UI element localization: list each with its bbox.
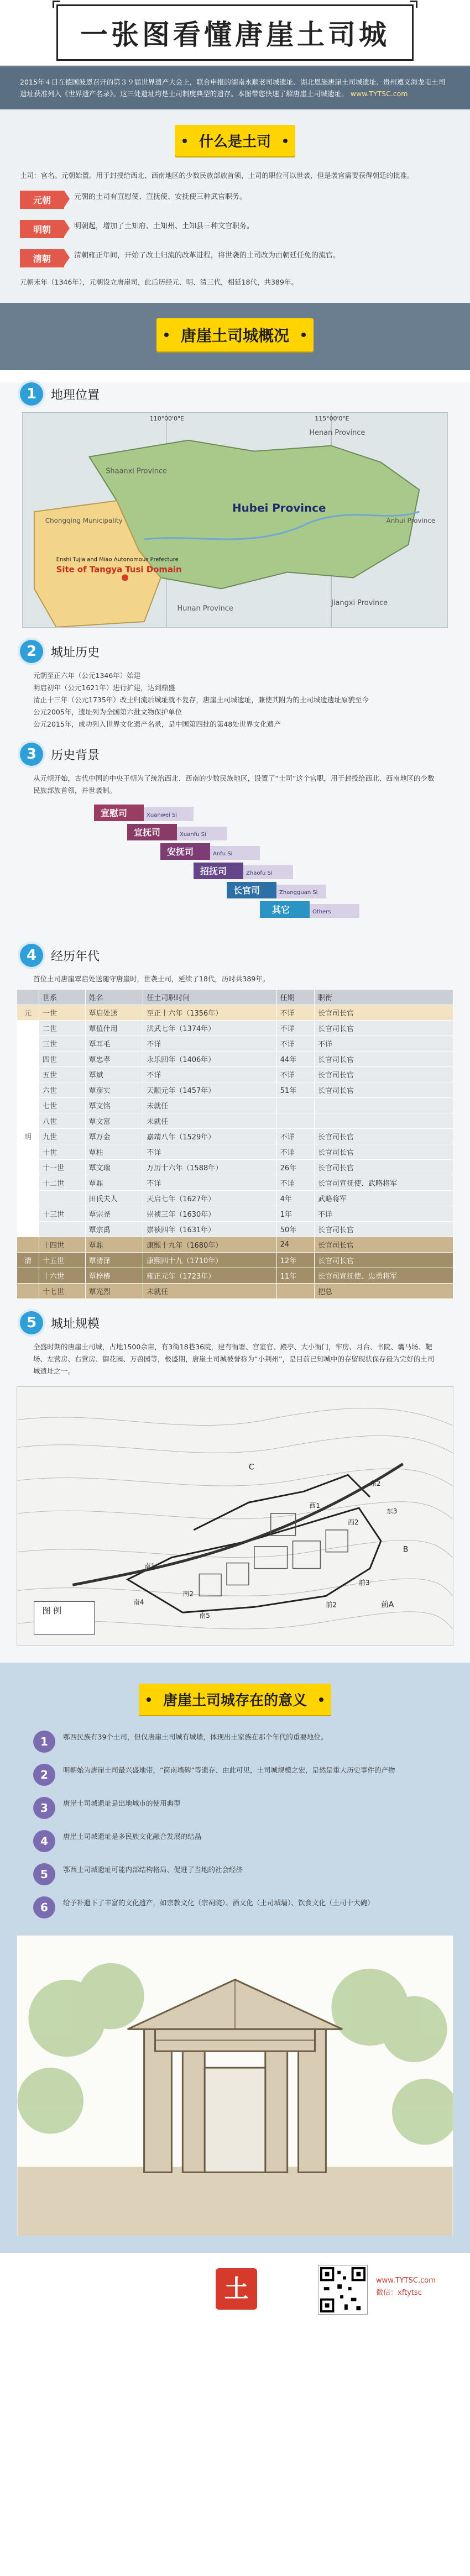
era-generation: 二世: [39, 1021, 86, 1036]
section-label: 经历年代: [51, 949, 100, 964]
section-number: 4: [20, 944, 43, 967]
era-row: [17, 1284, 453, 1299]
era-time: 未就任: [143, 1284, 276, 1299]
step-label: 安抚司: [167, 847, 194, 857]
era-title: 长官司长官: [315, 1129, 453, 1144]
history-line: 元朝至正六年（公元1346年）始建: [33, 671, 141, 680]
era-title: [315, 1113, 453, 1129]
era-name: 覃光烈: [85, 1284, 143, 1299]
period-tag: 元朝: [20, 191, 64, 209]
era-row: [17, 1082, 453, 1098]
step-en: Anfu Si: [213, 851, 233, 857]
era-term: 1年: [276, 1206, 314, 1222]
significance-item: [0, 1858, 470, 1891]
era-row: [17, 1175, 453, 1191]
history-line: 公元2015年，成功列入世界文化遗产名录，是中国第四批的第48处世界文化遗产: [33, 720, 281, 728]
plan-legend: 图 例: [42, 1606, 62, 1616]
era-generation: [39, 1222, 86, 1237]
era-dynasty: [17, 1191, 39, 1206]
overview-title: [156, 318, 314, 351]
era-generation: 十世: [39, 1144, 86, 1160]
era-term: 不详: [276, 1175, 314, 1191]
era-term: 12年: [276, 1253, 314, 1268]
era-row: [17, 1052, 453, 1067]
plan-label: 东3: [386, 1507, 398, 1516]
era-term: 51年: [276, 1082, 314, 1098]
era-dynasty: [17, 1206, 39, 1222]
step-en: Others: [312, 909, 331, 915]
era-term: 44年: [276, 1052, 314, 1067]
era-generation: 十五世: [39, 1253, 86, 1268]
map-label: Chongqing Municipality: [45, 516, 123, 524]
era-name: 覃文铭: [85, 1098, 143, 1113]
era-row: [17, 1160, 453, 1175]
section-number: 3: [20, 743, 43, 766]
header: [0, 0, 470, 66]
map-svg: [23, 413, 447, 627]
era-row: [17, 1191, 453, 1206]
era-term: 不详: [276, 1021, 314, 1036]
era-time: 雍正元年（1723年）: [143, 1268, 276, 1284]
era-term: 不详: [276, 1005, 314, 1021]
plan-label: 西1: [309, 1502, 320, 1510]
era-dynasty: [17, 1052, 39, 1067]
era-time: 崇祯四年（1631年）: [143, 1222, 276, 1237]
period-qing: [0, 244, 470, 273]
era-time: 不详: [143, 1067, 276, 1082]
item-number: 1: [33, 1731, 55, 1753]
section-geo-head: [0, 382, 470, 406]
qr-code[interactable]: [318, 2265, 368, 2315]
era-title: 不详: [315, 1036, 453, 1052]
step-label: 其它: [272, 905, 290, 915]
period-ming: [0, 214, 470, 244]
section-label: 历史背景: [51, 748, 100, 763]
plan-svg: [17, 1387, 453, 1646]
era-dynasty: [17, 1160, 39, 1175]
what-title-text: 什么是土司: [199, 134, 271, 150]
era-name: 覃清泽: [85, 1253, 143, 1268]
era-time: 未就任: [143, 1098, 276, 1113]
era-row: [17, 1144, 453, 1160]
item-text: 明朝始为唐崖土司最兴盛地带，“简南墙碑”等遗存、由此可见，土司城规模之宏，是然是重大历史事件的产物: [63, 1766, 395, 1774]
era-title: 长官司长官: [315, 1067, 453, 1082]
background-text: 从元朝开始，古代中国的中央王朝为了统治西北、西南的少数民族地区，设置了“土司”这个官职，用于封授给西北、西南地区的少数民族部族首领，并世袭制。: [33, 774, 435, 795]
page-title: 一张图看懂唐崖土司城: [56, 4, 414, 61]
plan-label: 南2: [182, 1590, 194, 1598]
era-time: 天启七年（1627年）: [143, 1191, 276, 1206]
tusi-definition: 土司：官名。元朝始置。用于封授给西北、西南地区的少数民族部族首领，土司的职位可以世袭，但是袭官需要获得朝廷的批准。: [20, 171, 414, 180]
era-title: 长官司宣抚使、武略将军: [315, 1175, 453, 1191]
era-dynasty: [17, 1036, 39, 1052]
era-title: 长官司长官: [315, 1237, 453, 1253]
era-time: 永乐四年（1406年）: [143, 1052, 276, 1067]
map-prefecture: Enshi Tujia and Miao Autonomous Prefecture: [56, 556, 179, 563]
era-generation: 一世: [39, 1005, 86, 1021]
era-term: 不详: [276, 1129, 314, 1144]
era-time: 不详: [143, 1175, 276, 1191]
era-time: 崇祯三年（1630年）: [143, 1206, 276, 1222]
site-plan: [17, 1386, 453, 1646]
era-title: 长官司长官: [315, 1005, 453, 1021]
period-text: 元朝的土司有宣慰使、宣抚使、安抚使三种武官职务。: [74, 193, 247, 201]
step-label: 招抚司: [200, 866, 227, 876]
plan-label: C: [248, 1463, 254, 1472]
intro-block: [0, 66, 470, 109]
col-gen: 世系: [39, 990, 86, 1005]
era-dynasty: 元: [17, 1005, 39, 1021]
era-title: 武略将军: [315, 1191, 453, 1206]
step-en: Zhaofu Si: [246, 870, 273, 876]
item-number: 3: [33, 1797, 55, 1819]
era-row: [17, 1036, 453, 1052]
era-name: 覃宗尧: [85, 1206, 143, 1222]
what-footer: 元朝末年（1346年），元朝设立唐崖司，此后历经元、明、清三代，相延18代，共389年。: [20, 278, 298, 286]
eras-body: [17, 1005, 453, 1299]
plan-label: 前2: [326, 1601, 337, 1609]
era-term: 11年: [276, 1268, 314, 1284]
item-number: 2: [33, 1764, 55, 1786]
era-generation: 八世: [39, 1113, 86, 1129]
overview-band: [0, 303, 470, 370]
step-en: Zhangguan Si: [279, 890, 318, 896]
era-row: [17, 1021, 453, 1036]
map-lon: 110°00'0"E: [149, 414, 184, 422]
intro-link[interactable]: www.TYTSC.com: [350, 90, 408, 98]
era-time: 嘉靖八年（1529年）: [143, 1129, 276, 1144]
era-title: 长官司长官: [315, 1253, 453, 1268]
plan-label: 前3: [359, 1579, 370, 1587]
era-title: 长官司长官: [315, 1222, 453, 1237]
era-time: 洪武七年（1374年）: [143, 1021, 276, 1036]
section-scale-head: [0, 1311, 470, 1334]
section-label: 城址历史: [51, 645, 100, 660]
era-dynasty: [17, 1175, 39, 1191]
history-line: 清正十三年（公元1735年）改土归流后城址就不复存，唐崖土司城遗址，兼使其附为的土司城遗遗址原貌至今: [33, 696, 369, 704]
period-tag: 明朝: [20, 220, 64, 238]
plan-label: B: [403, 1545, 409, 1554]
what-is-tusi-title: [175, 125, 295, 156]
significance-item: [0, 1825, 470, 1858]
map-site-label: Site of Tangya Tusi Domain: [56, 564, 182, 575]
period-text: 清朝雍正年间，开始了改土归流的改革进程，将世袭的土司改为由朝廷任免的流官。: [74, 251, 341, 260]
footer-contact: [376, 2275, 436, 2299]
step-label: 长官司: [233, 885, 260, 896]
item-number: 6: [33, 1896, 55, 1918]
era-dynasty: [17, 1284, 39, 1299]
section-number: 5: [20, 1311, 43, 1334]
item-number: 5: [33, 1863, 55, 1885]
era-row: [17, 1067, 453, 1082]
era-dynasty: [17, 1113, 39, 1129]
era-name: 覃鼎: [85, 1175, 143, 1191]
era-term: [276, 1284, 314, 1299]
footer: [0, 2253, 470, 2372]
plan-label: 南1: [144, 1562, 155, 1570]
era-title: 不详: [315, 1206, 453, 1222]
bottom-strip: [0, 2328, 470, 2372]
section-label: 城址规模: [51, 1317, 100, 1331]
step-en: Xuanfu Si: [180, 832, 206, 838]
era-generation: 十三世: [39, 1206, 86, 1222]
map-label: Shaanxi Province: [106, 467, 167, 476]
era-time: 康熙十九年（1680年）: [143, 1237, 276, 1253]
era-name: 覃斌: [85, 1067, 143, 1082]
era-title: 把总: [315, 1284, 453, 1299]
era-time: 不详: [143, 1144, 276, 1160]
era-time: 未就任: [143, 1113, 276, 1129]
era-term: 不详: [276, 1067, 314, 1082]
era-generation: 五世: [39, 1067, 86, 1082]
period-yuan: [0, 185, 470, 214]
significance-section: [0, 1663, 470, 2253]
era-generation: 四世: [39, 1052, 86, 1067]
era-name: 覃彦实: [85, 1082, 143, 1098]
era-dynasty: [17, 1222, 39, 1237]
era-row: [17, 1253, 453, 1268]
history-text: [0, 670, 470, 730]
history-line: 明启初年（公元1621年）进行扩建，达到鼎盛: [33, 684, 175, 692]
col-term: 任期: [276, 990, 314, 1005]
era-row: [17, 1005, 453, 1021]
tusi-hierarchy-stairs: [94, 805, 470, 932]
era-dynasty: [17, 1021, 39, 1036]
era-row: [17, 1113, 453, 1129]
plan-label: 东2: [369, 1480, 381, 1488]
era-title: 长官司宣抚使、忠勇将军: [315, 1268, 453, 1284]
col-time: 任土司职时间: [143, 990, 276, 1005]
era-generation: 十六世: [39, 1268, 86, 1284]
footer-site[interactable]: www.TYTSC.com: [376, 2277, 436, 2285]
map-label: Anhui Province: [386, 516, 436, 524]
item-text: 鄂西民族有39个土司，但仅唐崖土司城有城墙，体现出土家族在那个年代的重要地位。: [63, 1733, 328, 1741]
era-row: [17, 1206, 453, 1222]
era-title: 长官司长官: [315, 1082, 453, 1098]
era-name: 覃文瑞: [85, 1160, 143, 1175]
eras-caption: 首位土司唐崖覃启处送随守唐崖时，世袭土司，延续了18代，历时共389年。: [33, 975, 270, 983]
col-title: 职衔: [315, 990, 453, 1005]
section-eras-head: [0, 944, 470, 967]
era-term: [276, 1098, 314, 1113]
era-generation: 十二世: [39, 1175, 86, 1191]
site-marker: [122, 574, 128, 581]
what-is-tusi-section: [0, 109, 470, 303]
era-dynasty: [17, 1144, 39, 1160]
era-generation: 十一世: [39, 1160, 86, 1175]
era-name: 覃梓椿: [85, 1268, 143, 1284]
era-generation: 六世: [39, 1082, 86, 1098]
era-dynasty: [17, 1082, 39, 1098]
era-term: 4年: [276, 1191, 314, 1206]
era-dynasty: 明: [17, 1129, 39, 1144]
map-label: Jiangxi Province: [331, 599, 388, 608]
era-name: 覃宗禹: [85, 1222, 143, 1237]
era-term: 不详: [276, 1036, 314, 1052]
plan-label: 前A: [380, 1600, 394, 1610]
step-label: 宣抚司: [134, 827, 161, 838]
intro-text: 2015年４日在德国波恩召开的第３９届世界遗产大会上，联合申报的湖南永顺老司城遗址、湖北恩施唐崖土司城遗址、贵州遵义海龙屯土司遗址获准列入《世界遗产名录》。这三处遗址均是土司制度典型的遗存。本图带您快速了解唐崖土司城遗址。: [20, 78, 446, 98]
scale-text: 全盛时期的唐崖土司城，占地1500余亩，有3街18巷36院，建有衙署、宫室官、殿亭、大小衙门，牢房、月台、书院、囊马场、靶场、左营房、右营房、御花园、万兽园等，极盛期，唐崖土司城被誉称为“小荆州”，是目前已知城中的存留现状保存最为完好的土司城遗址之一。: [33, 1343, 435, 1375]
item-text: 唐崖土司城遗址是多民族文化融合发展的结晶: [63, 1832, 202, 1841]
significance-item: [0, 1758, 470, 1791]
era-term: [276, 1113, 314, 1129]
period-text: 明朝起，增加了土知府、土知州、土知县三种文官职务。: [74, 222, 254, 230]
step-label: 宣慰司: [101, 808, 128, 818]
map-label: Hunan Province: [177, 604, 233, 613]
era-name: 覃万金: [85, 1129, 143, 1144]
era-title: 长官司长官: [315, 1160, 453, 1175]
seal-logo: 土: [216, 2268, 257, 2310]
era-generation: 十七世: [39, 1284, 86, 1299]
eras-table: [17, 989, 453, 1299]
era-time: 康熙四十九（1710年）: [143, 1253, 276, 1268]
gate-sketch-illustration: [17, 1935, 453, 2236]
section-label: 地理位置: [51, 388, 100, 402]
overview-content: [0, 382, 470, 1663]
era-time: 至正十六年（1356年）: [143, 1005, 276, 1021]
item-text: 给予补遗下了丰富的文化遗产，如宗教文化（宗祠院）、酒文化（土司城墙）、饮食文化（土司十大碗）: [63, 1899, 374, 1907]
era-time: 万历十六年（1588年）: [143, 1160, 276, 1175]
era-title: 长官司长官: [315, 1052, 453, 1067]
era-generation: 十四世: [39, 1237, 86, 1253]
era-generation: 七世: [39, 1098, 86, 1113]
step-en: Xuanwei Si: [147, 812, 177, 818]
era-name: 覃文富: [85, 1113, 143, 1129]
map-label: Hubei Province: [232, 502, 326, 515]
significance-item: [0, 1891, 470, 1924]
era-row: [17, 1129, 453, 1144]
era-term: 24: [276, 1237, 314, 1253]
section-number: 1: [20, 382, 43, 406]
item-number: 4: [33, 1830, 55, 1852]
era-time: 不详: [143, 1036, 276, 1052]
era-time: 天顺元年（1457年）: [143, 1082, 276, 1098]
history-line: 公元2005年，遗址列为全国第六批文物保护单位: [33, 708, 182, 716]
significance-item: [0, 1725, 470, 1758]
era-dynasty: [17, 1098, 39, 1113]
stairs-svg: [94, 805, 382, 932]
era-name: 覃忠孝: [85, 1052, 143, 1067]
era-name: 田氏夫人: [85, 1191, 143, 1206]
section-number: 2: [20, 640, 43, 663]
col-dyn: [17, 990, 39, 1005]
era-name: 覃值什用: [85, 1021, 143, 1036]
era-dynasty: [17, 1237, 39, 1253]
plan-label: 西2: [348, 1518, 359, 1526]
map-lon: 115°00'0"E: [315, 414, 349, 422]
significance-title: [139, 1684, 331, 1715]
era-dynasty: [17, 1268, 39, 1284]
overview-title-text: 唐崖土司城概况: [180, 327, 289, 345]
era-name: 覃柱: [85, 1144, 143, 1160]
sketch-svg: [17, 1936, 453, 2236]
era-row: [17, 1237, 453, 1253]
era-row: [17, 1222, 453, 1237]
section-history-head: [0, 640, 470, 663]
era-title: 长官司长官: [315, 1021, 453, 1036]
era-row: [17, 1268, 453, 1284]
era-term: 不详: [276, 1144, 314, 1160]
era-generation: 三世: [39, 1036, 86, 1052]
era-generation: [39, 1191, 86, 1206]
item-text: 唐崖土司城遗址是出地城市的使用典型: [63, 1799, 181, 1807]
era-term: 26年: [276, 1160, 314, 1175]
section-background-head: [0, 743, 470, 766]
era-row: [17, 1098, 453, 1113]
era-generation: 九世: [39, 1129, 86, 1144]
era-title: [315, 1098, 453, 1113]
footer-wechat: 微信：xftytsc: [376, 2289, 422, 2297]
location-map: [22, 412, 448, 628]
significance-item: [0, 1791, 470, 1825]
plan-label: 南5: [199, 1612, 210, 1620]
era-term: 50年: [276, 1222, 314, 1237]
era-name: 覃启处送: [85, 1005, 143, 1021]
era-name: 覃鼎: [85, 1237, 143, 1253]
plan-label: 南4: [133, 1598, 144, 1606]
period-tag: 清朝: [20, 249, 64, 267]
era-dynasty: [17, 1067, 39, 1082]
era-dynasty: 清: [17, 1253, 39, 1268]
era-name: 覃耳毛: [85, 1036, 143, 1052]
era-title: 长官司长官: [315, 1144, 453, 1160]
significance-title-text: 唐崖土司城存在的意义: [163, 1692, 307, 1709]
item-text: 鄂西土司城遗址可能内部结构格局、促进了当地的社会经济: [63, 1865, 243, 1874]
col-name: 姓名: [85, 990, 143, 1005]
map-label: Henan Province: [309, 428, 365, 437]
